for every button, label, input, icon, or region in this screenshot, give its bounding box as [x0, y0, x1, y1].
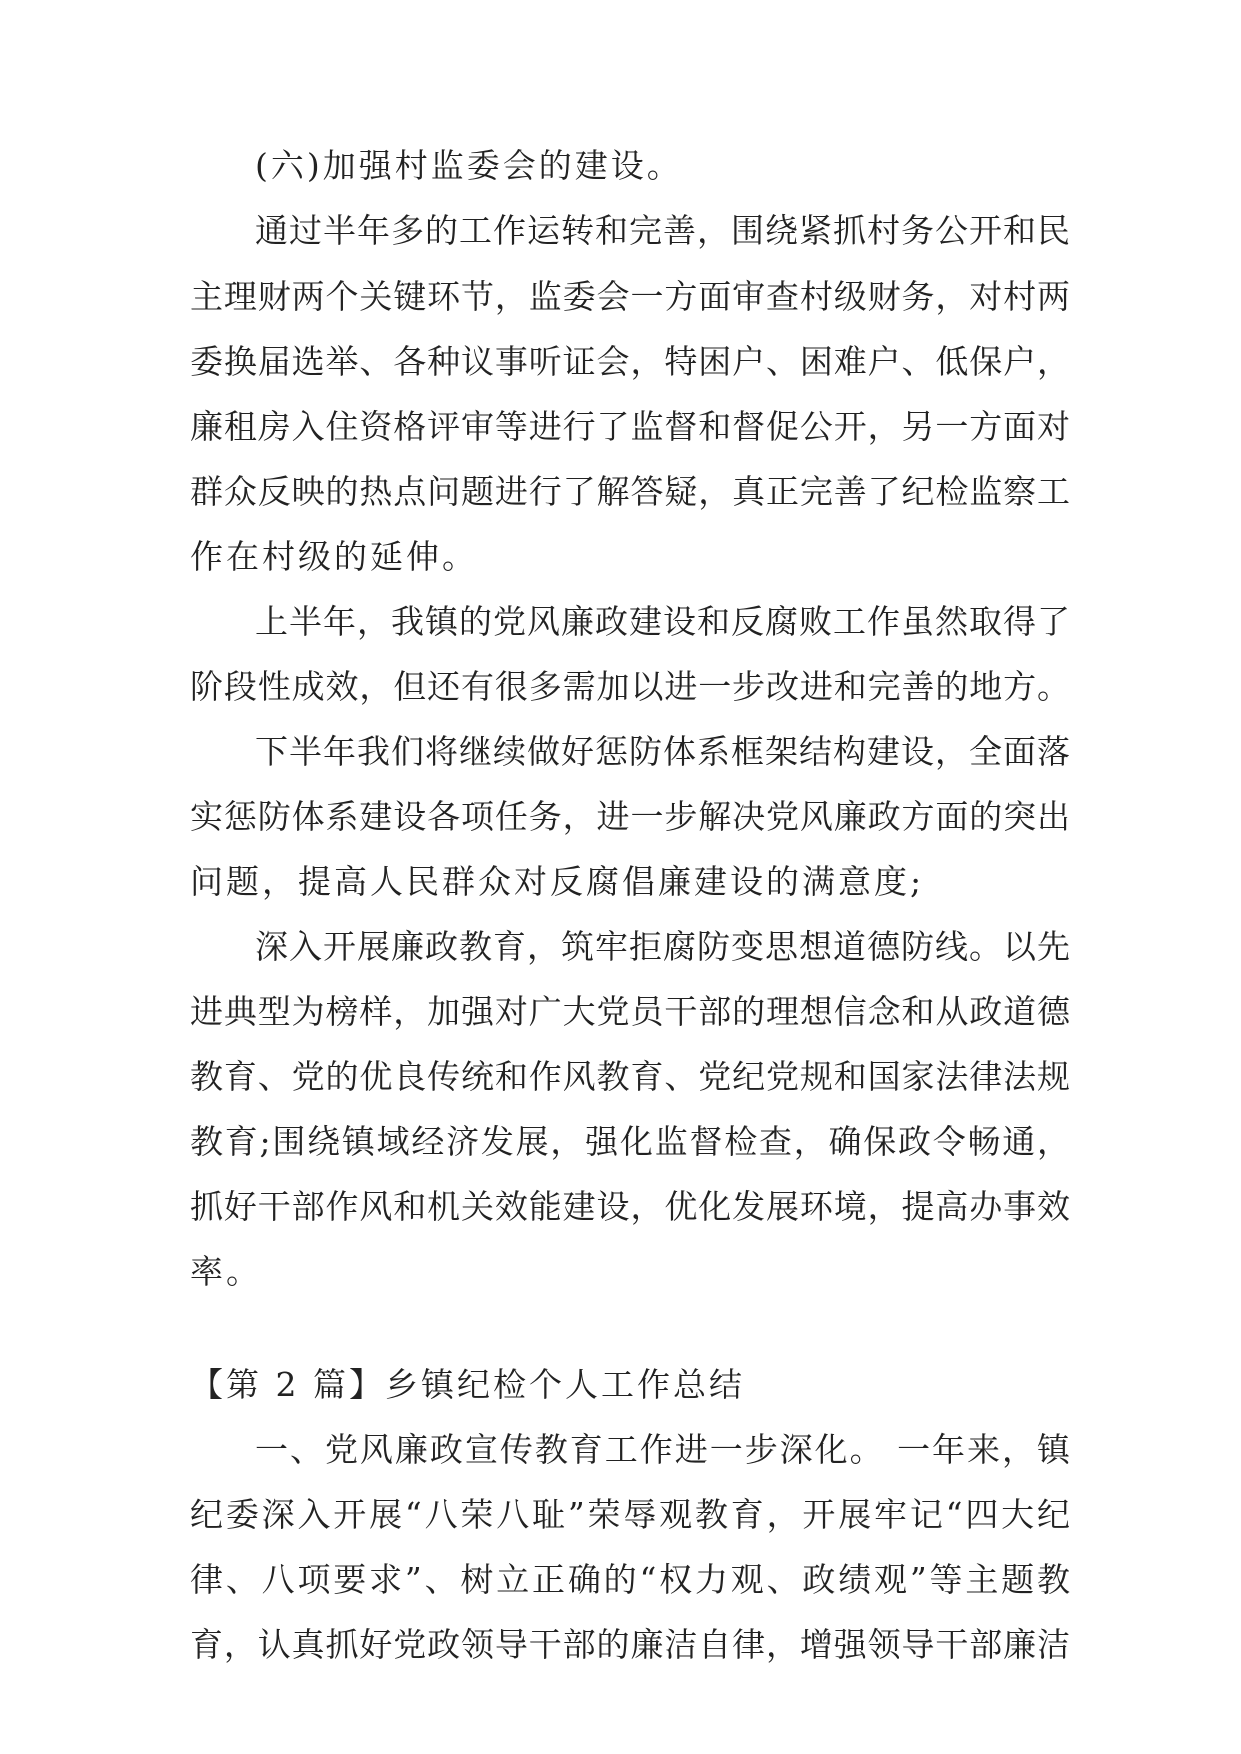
- paragraph-line: 抓好干部作风和机关效能建设，优化发展环境，提高办事效: [190, 1187, 1070, 1226]
- paragraph-line: 群众反映的热点问题进行了解答疑，真正完善了纪检监察工: [190, 472, 1070, 511]
- paragraph-line: 深入开展廉政教育，筑牢拒腐防变思想道德防线。以先: [255, 927, 1070, 966]
- paragraph-line: 律、八项要求”、树立正确的“权力观、政绩观”等主题教: [190, 1560, 1070, 1599]
- paragraph-line: 作在村级的延伸。: [190, 537, 478, 576]
- paragraph-line: 廉租房入住资格评审等进行了监督和督促公开，另一方面对: [190, 407, 1070, 446]
- paragraph-line: 纪委深入开展“八荣八耻”荣辱观教育，开展牢记“四大纪: [190, 1495, 1070, 1534]
- section-heading: (六)加强村监委会的建设。: [255, 146, 683, 185]
- paragraph-line: 实惩防体系建设各项任务，进一步解决党风廉政方面的突出: [190, 797, 1070, 836]
- paragraph-line: 委换届选举、各种议事听证会，特困户、困难户、低保户，: [190, 342, 1070, 381]
- paragraph-line: 教育、党的优良传统和作风教育、党纪党规和国家法律法规: [190, 1057, 1070, 1096]
- paragraph-line: 下半年我们将继续做好惩防体系框架结构建设，全面落: [255, 732, 1070, 771]
- paragraph-line: 问题，提高人民群众对反腐倡廉建设的满意度;: [190, 862, 925, 901]
- paragraph-line: 主理财两个关键环节，监委会一方面审查村级财务，对村两: [190, 277, 1070, 316]
- paragraph-line: 上半年，我镇的党风廉政建设和反腐败工作虽然取得了: [255, 602, 1070, 641]
- paragraph-line: 阶段性成效，但还有很多需加以进一步改进和完善的地方。: [190, 667, 1070, 706]
- paragraph-line: 育，认真抓好党政领导干部的廉洁自律，增强领导干部廉洁: [190, 1625, 1070, 1664]
- paragraph-line: 进典型为榜样，加强对广大党员干部的理想信念和从政道德: [190, 992, 1070, 1031]
- paragraph-line: 通过半年多的工作运转和完善，围绕紧抓村务公开和民: [255, 211, 1070, 250]
- paragraph-line: 教育;围绕镇域经济发展，强化监督检查，确保政令畅通，: [190, 1122, 1070, 1161]
- paragraph-line: 率。: [190, 1252, 262, 1291]
- paragraph-line: 一、党风廉政宣传教育工作进一步深化。 一年来，镇: [255, 1430, 1070, 1469]
- article-title: 【第 2 篇】乡镇纪检个人工作总结: [190, 1365, 745, 1404]
